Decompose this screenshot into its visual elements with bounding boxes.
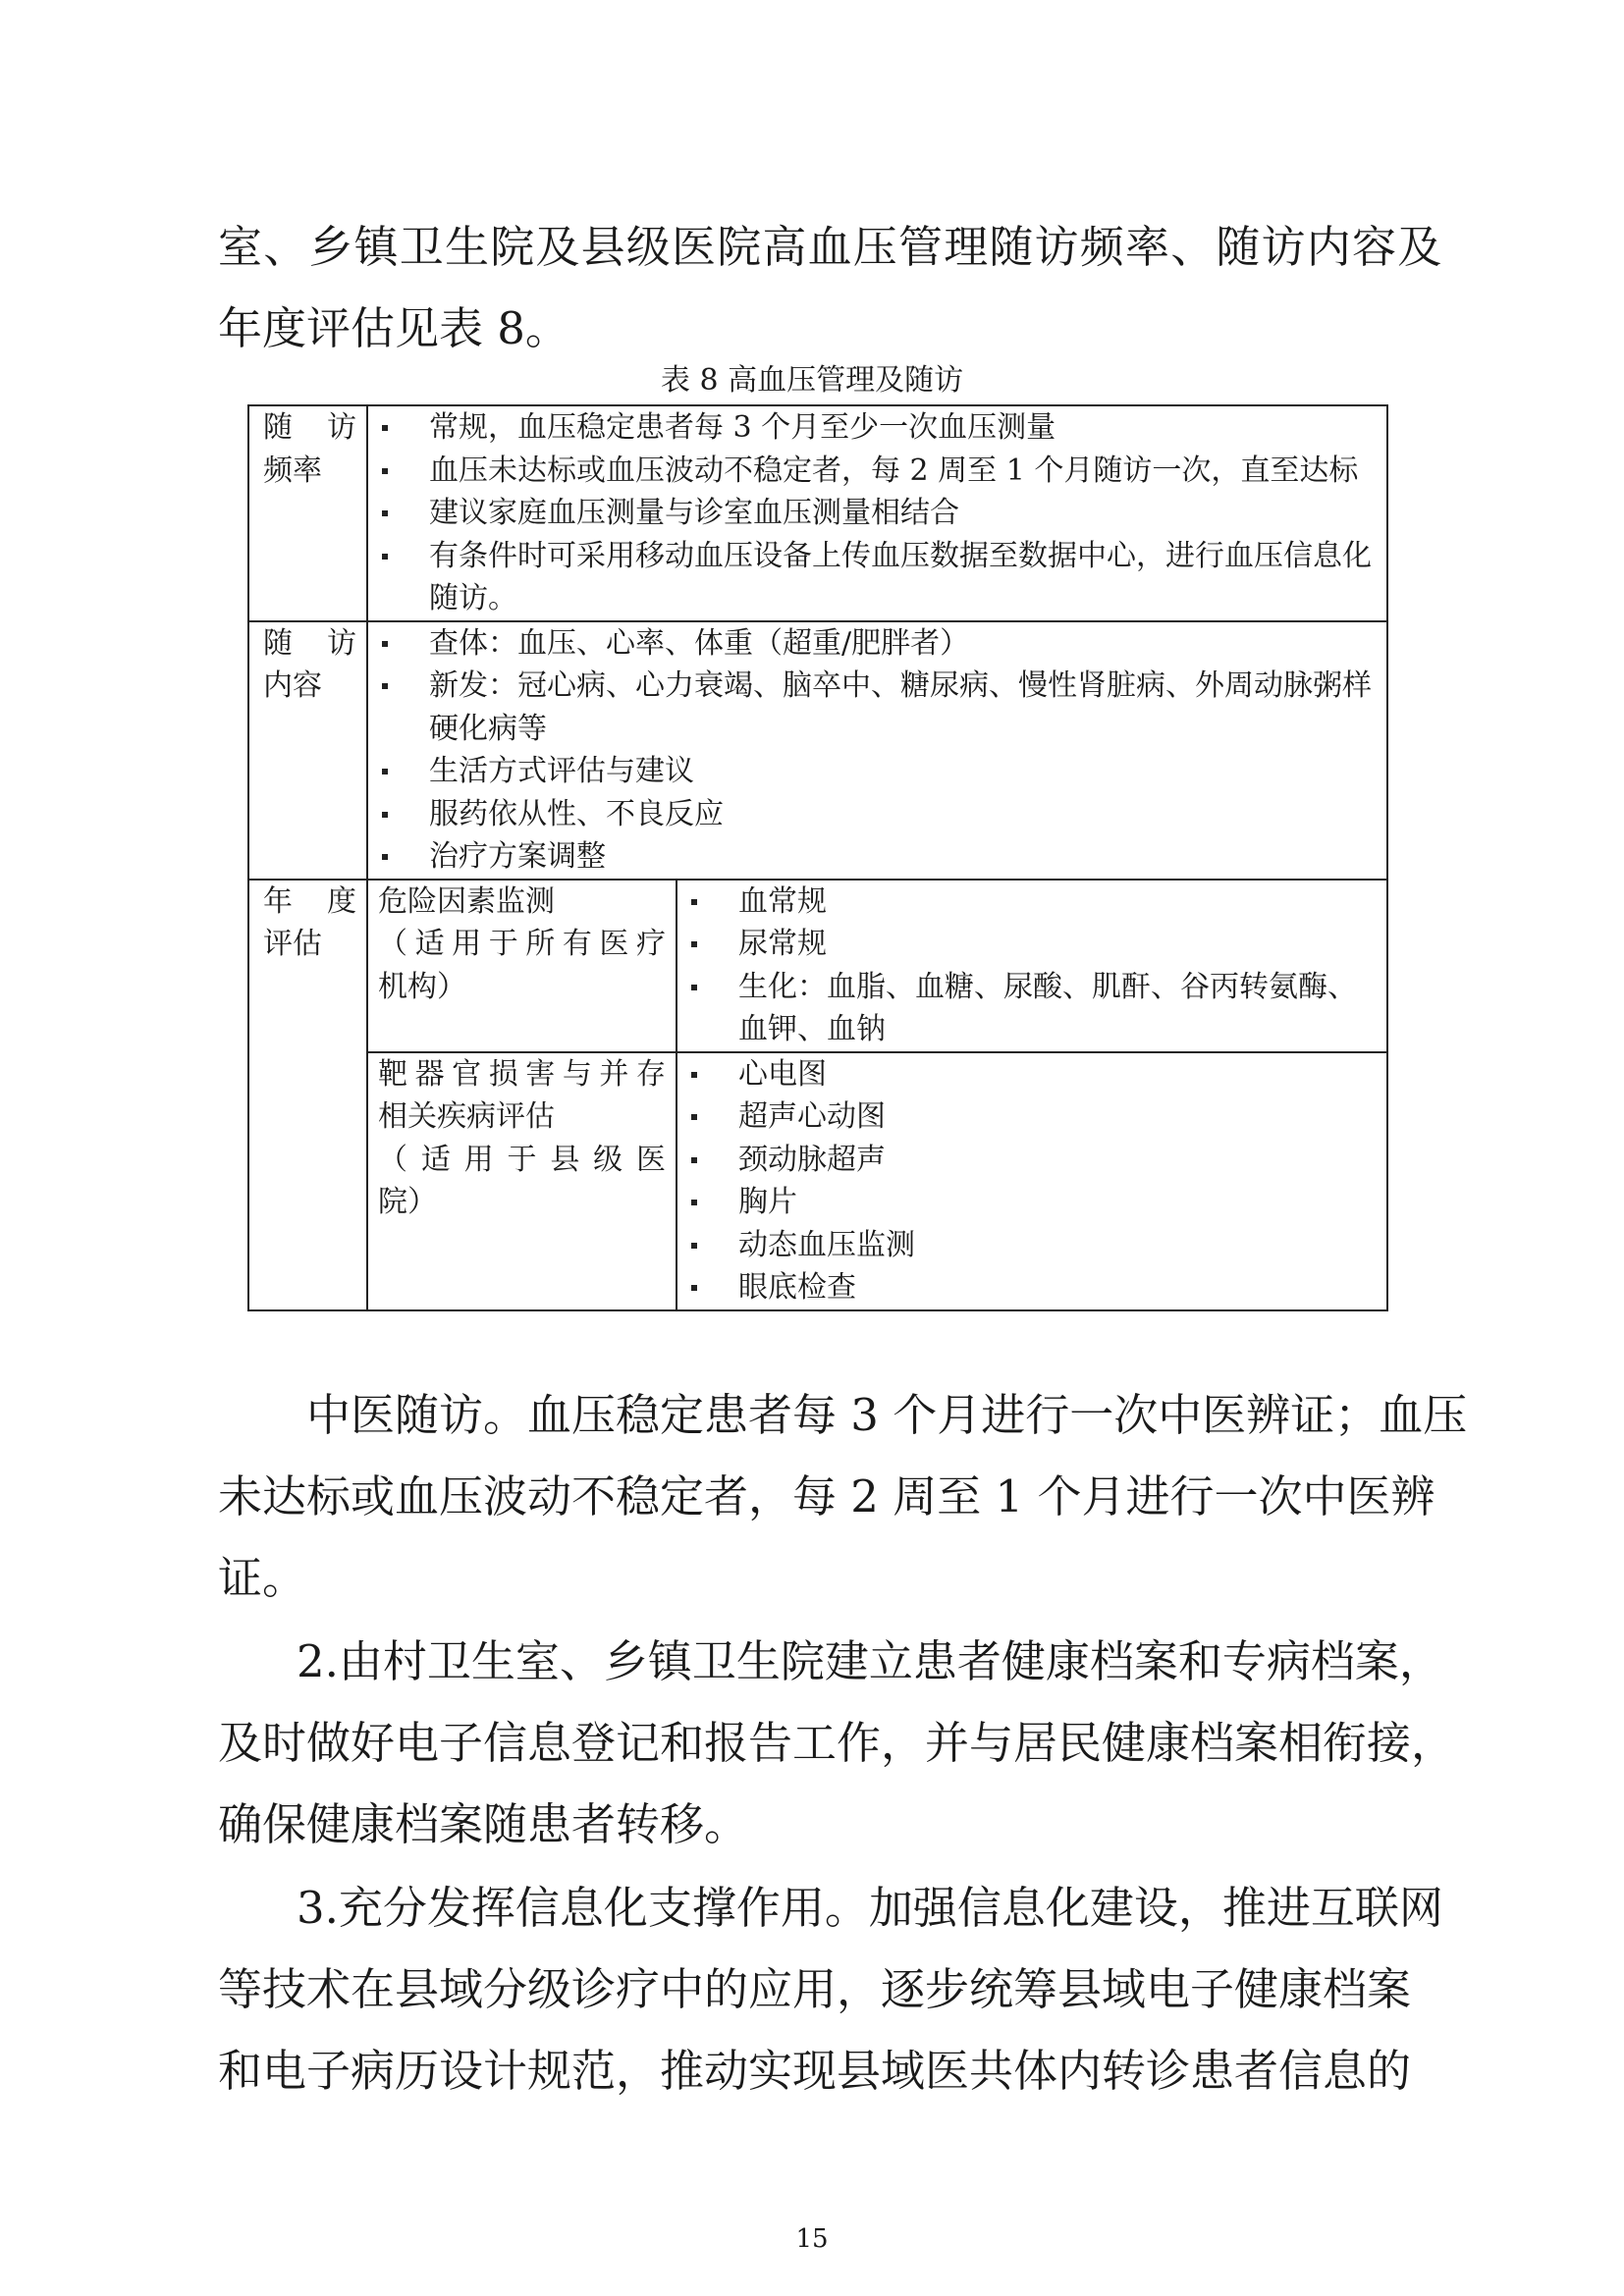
list-item: 查体：血压、心率、体重（超重/肥胖者） xyxy=(368,622,1386,666)
list-item: 服药依从性、不良反应 xyxy=(368,793,1386,836)
paragraph-tcm-line-2: 未达标或血压波动不稳定者，每 2 周至 1 个月进行一次中医辨 xyxy=(218,1470,1435,1522)
list-item: 超声心动图 xyxy=(677,1095,1386,1139)
hypertension-management-table xyxy=(247,404,1388,1311)
table-caption: 表 8 高血压管理及随访 xyxy=(660,363,964,398)
list-item: 建议家庭血压测量与诊室血压测量相结合 xyxy=(368,492,1386,535)
list-item: 常规，血压稳定患者每 3 个月至少一次血压测量 xyxy=(368,406,1386,450)
paragraph-tcm-line-3: 证。 xyxy=(218,1552,307,1604)
list-item: 有条件时可采用移动血压设备上传血压数据至数据中心，进行血压信息化随访。 xyxy=(368,535,1386,620)
paragraph-2-line-2: 及时做好电子信息登记和报告工作，并与居民健康档案相衔接， xyxy=(218,1717,1456,1769)
content-content xyxy=(367,621,1387,880)
row-header-annual-evaluation: 年 度 评估 xyxy=(248,880,367,1310)
risk-factor-monitoring-items xyxy=(677,880,1387,1052)
list-item: 生活方式评估与建议 xyxy=(368,750,1386,793)
table-row-annual-eval-risk xyxy=(248,880,1387,1052)
paragraph-2-line-3: 确保健康档案随患者转移。 xyxy=(218,1798,749,1850)
intro-line-2: 年度评估见表 8。 xyxy=(218,302,569,354)
list-item: 新发：冠心病、心力衰竭、脑卒中、糖尿病、慢性肾脏病、外周动脉粥样硬化病等 xyxy=(368,665,1386,750)
row-header-content: 随 访 内容 xyxy=(248,621,367,880)
list-item: 生化：血脂、血糖、尿酸、肌酐、谷丙转氨酶、血钾、血钠 xyxy=(677,966,1386,1051)
paragraph-3-line-2: 等技术在县域分级诊疗中的应用，逐步统筹县域电子健康档案 xyxy=(218,1963,1412,2015)
paragraph-3-line-1: 3.充分发挥信息化支撑作用。加强信息化建设，推进互联网 xyxy=(297,1882,1443,1934)
table-row-annual-eval-organ xyxy=(248,1052,1387,1310)
page-number: 15 xyxy=(795,2224,829,2254)
list-item: 颈动脉超声 xyxy=(677,1139,1386,1182)
target-organ-label: 靶器官损害与并存 相关疾病评估 （适用于县级医 院） xyxy=(367,1052,677,1310)
risk-factor-monitoring-label: 危险因素监测 （适用于所有医疗 机构） xyxy=(367,880,677,1052)
list-item: 眼底检查 xyxy=(677,1266,1386,1309)
paragraph-3-line-3: 和电子病历设计规范，推动实现县域医共体内转诊患者信息的 xyxy=(218,2045,1412,2097)
target-organ-items xyxy=(677,1052,1387,1310)
list-item: 动态血压监测 xyxy=(677,1224,1386,1267)
paragraph-2-line-1: 2.由村卫生室、乡镇卫生院建立患者健康档案和专病档案， xyxy=(297,1635,1443,1687)
list-item: 血压未达标或血压波动不稳定者，每 2 周至 1 个月随访一次，直至达标 xyxy=(368,450,1386,493)
list-item: 心电图 xyxy=(677,1053,1386,1096)
row-header-frequency: 随 访 频率 xyxy=(248,405,367,621)
paragraph-tcm-line-1: 中医随访。血压稳定患者每 3 个月进行一次中医辨证；血压 xyxy=(306,1389,1468,1441)
list-item: 胸片 xyxy=(677,1181,1386,1224)
list-item: 治疗方案调整 xyxy=(368,835,1386,879)
frequency-content xyxy=(367,405,1387,621)
list-item: 尿常规 xyxy=(677,923,1386,966)
intro-line-1: 室、乡镇卫生院及县级医院高血压管理随访频率、随访内容及 xyxy=(218,221,1443,273)
table-row-followup-frequency xyxy=(248,405,1387,621)
table-row-followup-content xyxy=(248,621,1387,880)
list-item: 血常规 xyxy=(677,881,1386,924)
